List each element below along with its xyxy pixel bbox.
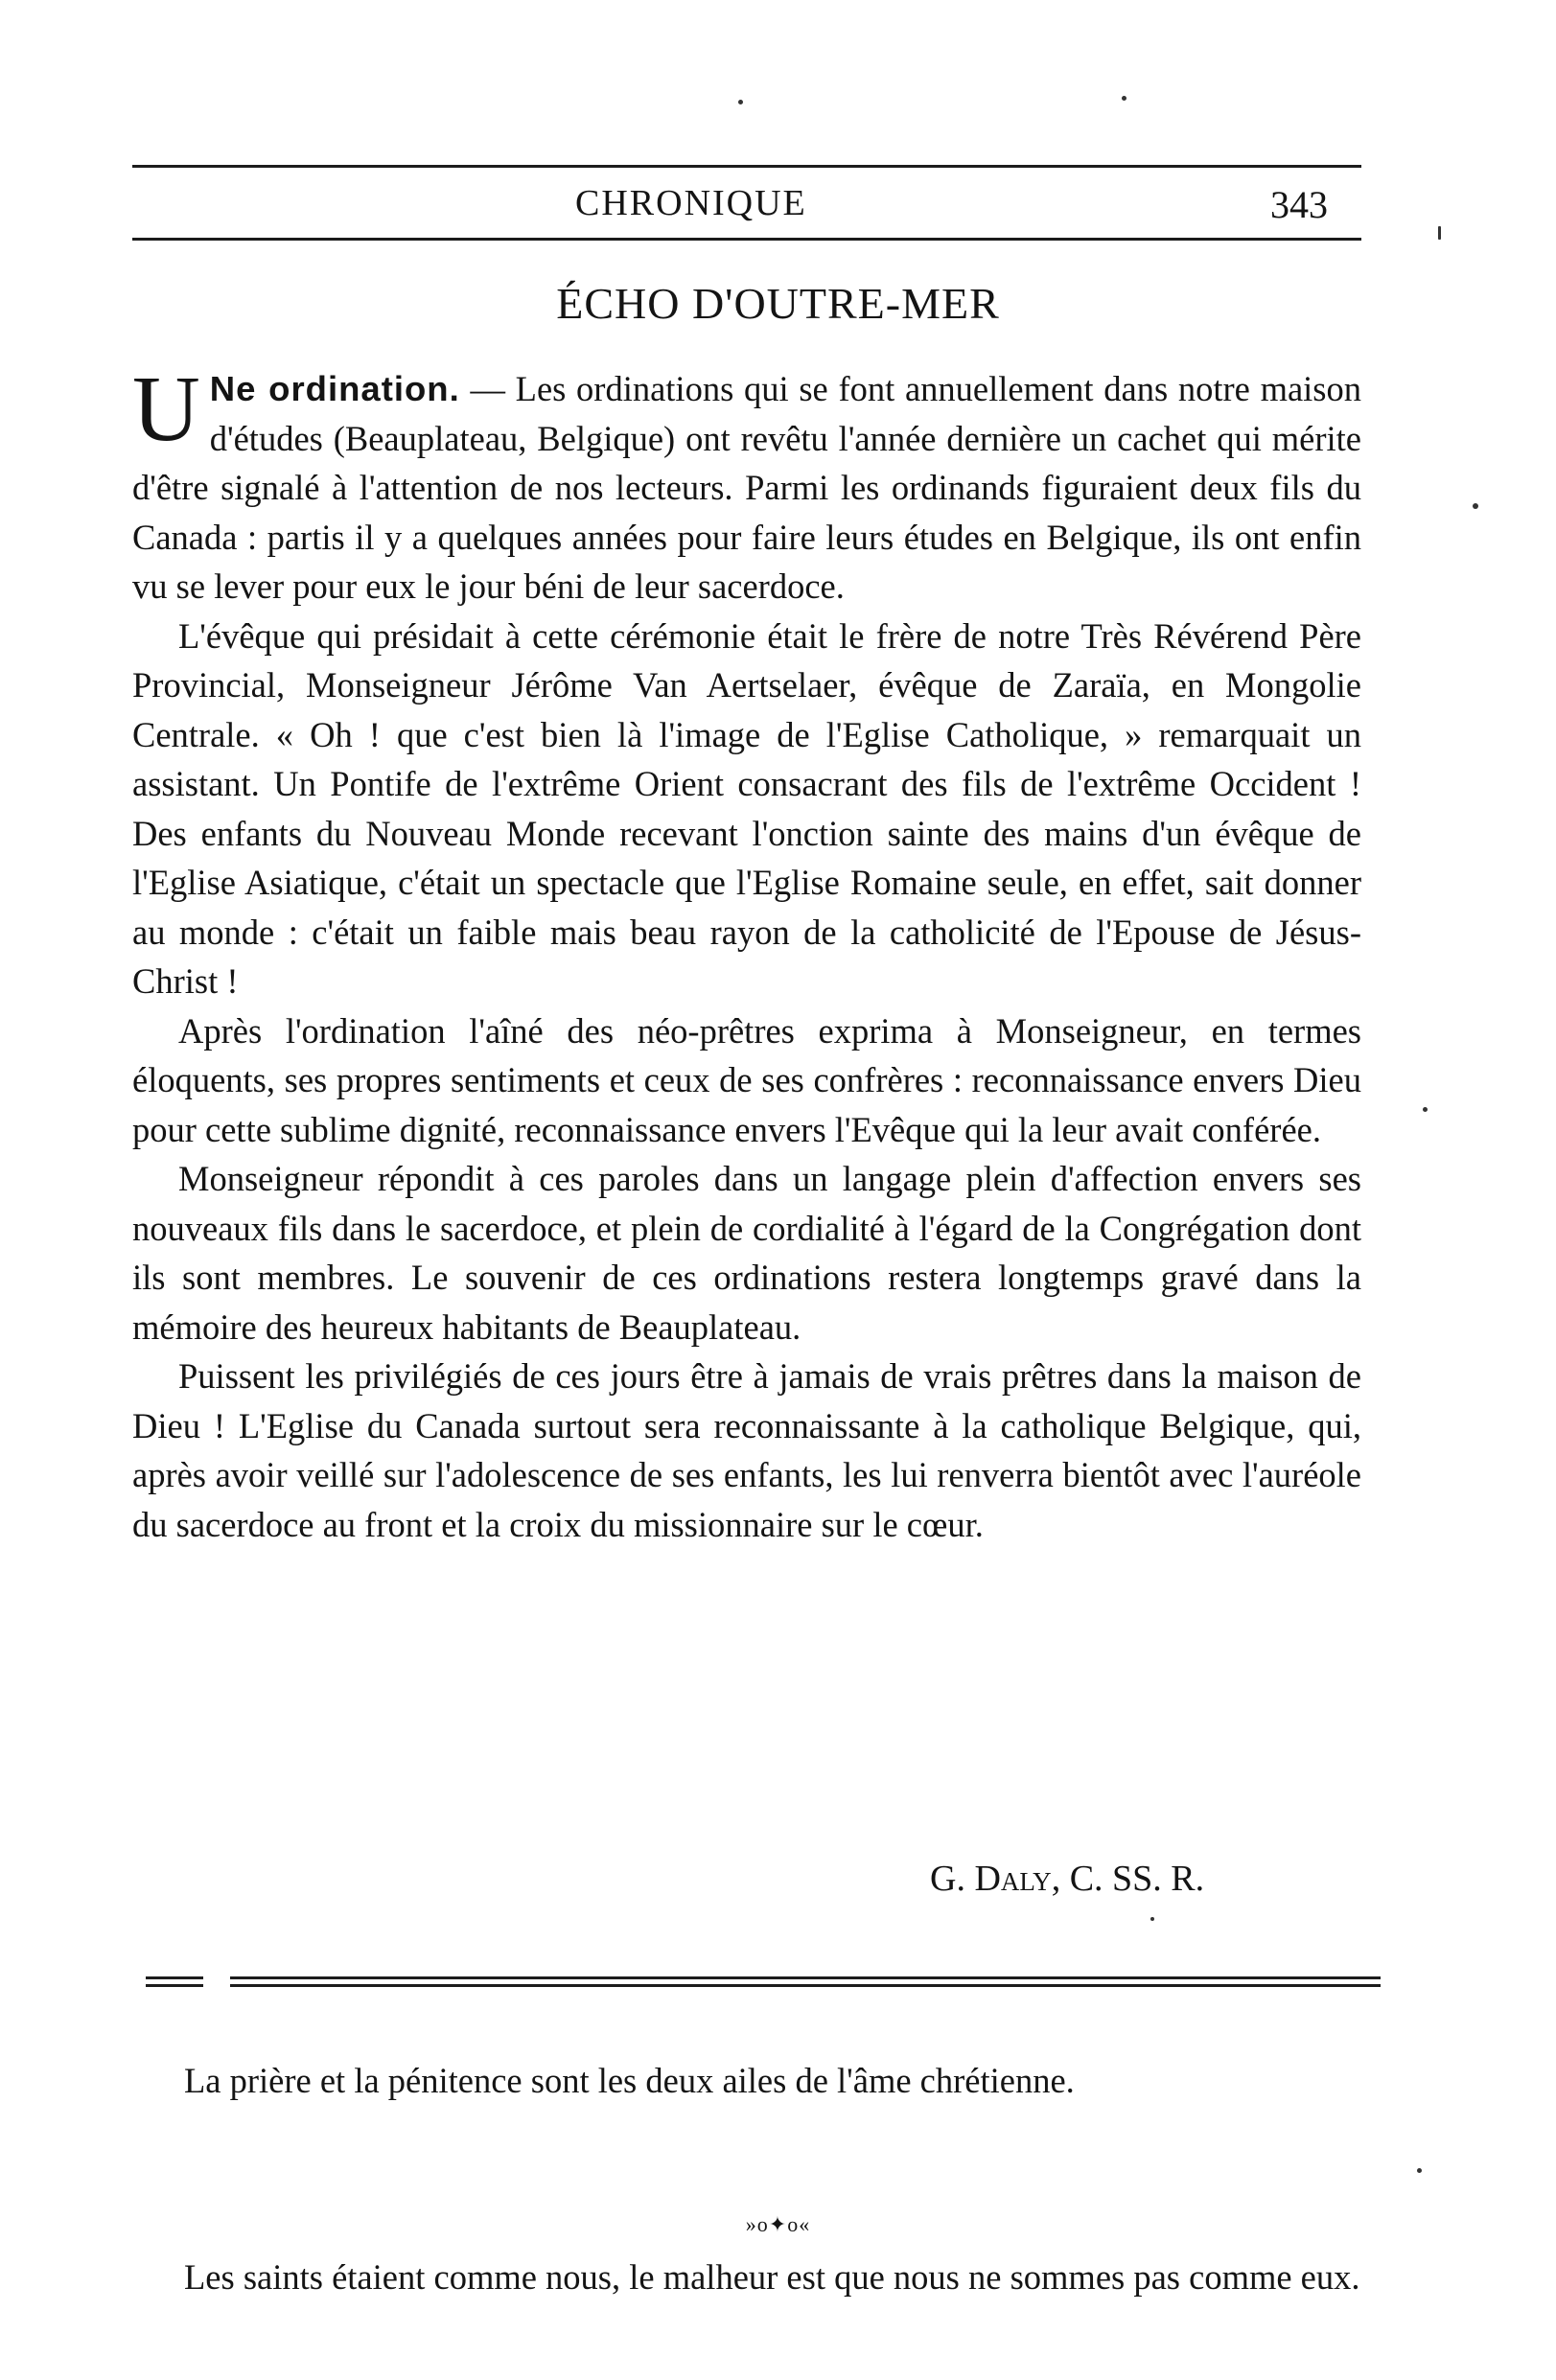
article-paragraph: Après l'ordination l'aîné des néo-prêtres exprima à Monseigneur, en termes éloquents, ses propres sentiments et ceux de ses confrères : reconnaissance envers Dieu pour cette sublime dignité, reconnaissance envers l'Evêque qui la leur avait conférée. [132, 1010, 1361, 1149]
article-paragraph: Monseigneur répondit à ces paroles dans un langage plein d'affection envers ses nouveaux fils dans le sacerdoce, et plein de cordialité à l'égard de la Congrégation dont ils sont membres. Le souvenir de ces ordinations restera longtemps gravé dans la mémoire des heureux habitants de Beauplateau. [132, 1159, 1361, 1347]
scan-speck [1150, 1917, 1154, 1921]
page-number: 343 [1270, 183, 1328, 226]
scan-speck [1473, 503, 1478, 509]
drop-cap: U [132, 358, 200, 461]
scan-speck [1438, 226, 1441, 240]
signature-name: Daly [974, 1859, 1052, 1899]
scan-speck [1417, 2168, 1422, 2173]
scan-speck [738, 100, 743, 104]
paragraph-text: — Les ordinations qui se font annuellement dans notre maison d'études (Beauplateau, Belgique) ont revêtu l'année dernière un cachet qui mérite d'être signalé à l'attention de nos lecteurs. Parmi les ordinands figuraient deux fils du Canada : partis il y a quelques années pour faire leurs études en Belgique, ils ont enfin vu se lever pour eux le jour béni de leur sacerdoce. [132, 369, 1362, 606]
divider-short-rule [146, 1984, 203, 1987]
article-body [132, 358, 1362, 1549]
maxim-block [132, 2056, 1361, 2106]
divider-long-rule [230, 1976, 1381, 1979]
signature-initial: G. [930, 1859, 975, 1899]
lead-in: Ne ordination. [209, 369, 460, 408]
divider-long-rule [230, 1984, 1381, 1987]
maxim-text: Les saints étaient comme nous, le malheur est que nous ne sommes pas comme eux. [184, 2257, 1360, 2297]
fleuron-ornament: »o✦o« [745, 2212, 811, 2236]
author-signature [930, 1858, 1204, 1900]
signature-suffix: , C. SS. R. [1051, 1859, 1205, 1899]
article-paragraph: Puissent les privilégiés de ces jours être à jamais de vrais prêtres dans la maison de Dieu ! L'Eglise du Canada surtout sera reconnaissante à la catholique Belgique, qui, après avoir veillé sur l'adolescence de ses enfants, les lui renverra bientôt avec l'auréole du sacerdoce au front et la croix du missionnaire sur le cœur. [132, 1356, 1361, 1544]
article-paragraph [132, 358, 1362, 612]
header-bottom-rule [132, 238, 1361, 241]
scan-speck [1122, 96, 1126, 101]
maxim-block [132, 2253, 1361, 2302]
maxim-text: La prière et la pénitence sont les deux ailes de l'âme chrétienne. [184, 2061, 1075, 2100]
running-header-title: CHRONIQUE [575, 183, 807, 223]
article-title: ÉCHO D'OUTRE-MER [556, 279, 1000, 328]
scan-speck [1423, 1107, 1428, 1112]
header-top-rule [132, 165, 1361, 168]
article-paragraph: L'évêque qui présidait à cette cérémonie était le frère de notre Très Révérend Père Provincial, Monseigneur Jérôme Van Aertselaer, évêque de Zaraïa, en Mongolie Centrale. « Oh ! que c'est bien là l'image de l'Eglise Catholique, » remarquait un assistant. Un Pontife de l'extrême Orient consacrant des fils de l'extrême Occident ! Des enfants du Nouveau Monde recevant l'onction sainte des mains d'un évêque de l'Eglise Asiatique, c'était un spectacle que l'Eglise Romaine seule, en effet, sait donner au monde : c'était un faible mais beau rayon de la catholicité de l'Epouse de Jésus-Christ ! [132, 615, 1361, 1001]
divider-short-rule [146, 1976, 203, 1979]
